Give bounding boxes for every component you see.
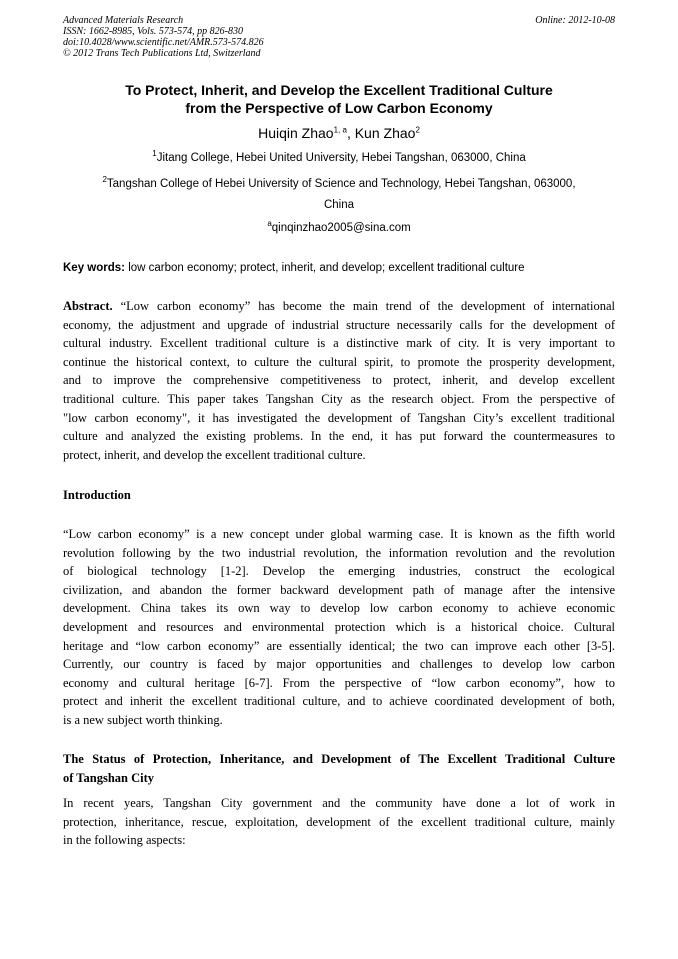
body-line: protection, inheritance, rescue, exploitation, development of the excellent traditional culture, mainly: [63, 814, 615, 829]
affiliation-1-mark: 1: [152, 149, 157, 159]
affiliation-2: [63, 174, 615, 216]
journal-name: Advanced Materials Research: [63, 15, 184, 26]
author-separator: ,: [346, 125, 355, 141]
abstract-line: “Low carbon economy” has become the main trend of the development of international: [112, 299, 615, 313]
abstract-line: and to improve the comprehensive competitiveness to protect, inherit, and develop excellent: [63, 373, 615, 388]
body-line: in the following aspects:: [63, 833, 186, 848]
doi-line: doi:10.4028/www.scientific.net/AMR.573-574.826: [63, 37, 264, 48]
author-1: Huiqin Zhao: [258, 125, 334, 141]
author-1-affiliation-mark: 1, a: [333, 125, 347, 135]
abstract-line: economy, the adjustment and upgrade of industrial structure necessarily calls for the development of: [63, 317, 615, 332]
body-line: development. China takes its own way to develop low carbon economy to achieve economic: [63, 601, 615, 616]
keywords: [63, 260, 615, 276]
body-line: revolution following by the two industrial revolution, the information revolution and the revolution: [63, 545, 615, 560]
affiliation-2-mark: 2: [102, 175, 107, 185]
heading-line: of Tangshan City: [63, 770, 155, 785]
author-2-affiliation-mark: 2: [415, 125, 420, 135]
journal-header: [63, 15, 615, 59]
affiliation-2-line-1: Tangshan College of Hebei University of Science and Technology, Hebei Tangshan, 063000,: [106, 178, 576, 190]
author-2: Kun Zhao: [354, 125, 416, 141]
online-date: Online: 2012-10-08: [535, 15, 615, 26]
body-line: protect and inherit the excellent traditional culture, and to achieve coordinated development of both,: [63, 694, 615, 709]
email-address: qinqinzhao2005@sina.com: [271, 222, 411, 234]
affiliation-1: [63, 148, 615, 169]
body-line: Currently, our country is faced by major opportunities and challenges to develop low carbon: [63, 657, 615, 672]
paper-title: [63, 81, 615, 117]
title-line-1: To Protect, Inherit, and Develop the Excellent Traditional Culture: [125, 82, 553, 98]
body-line: In recent years, Tangshan City government and the community have done a lot of work in: [63, 796, 615, 810]
author-email: [63, 218, 615, 239]
author-list: [63, 124, 615, 142]
keywords-text: low carbon economy; protect, inherit, and develop; excellent traditional culture: [125, 262, 525, 274]
abstract-line: protect, inherit, and develop the excellent traditional culture.: [63, 447, 366, 462]
introduction-body: [63, 525, 615, 730]
abstract-line: "low carbon economy", it has investigated the development of Tangshan City’s excellent traditional: [63, 410, 615, 425]
body-line: civilization, and abandon the former backward development path of manage after the intensive: [63, 582, 615, 597]
abstract-line: continue the historical context, to culture the cultural spirit, to promote the prosperity development,: [63, 354, 615, 369]
heading-line: The Status of Protection, Inheritance, and Development of The Excellent Traditional Culture: [63, 752, 615, 766]
body-line: is a new subject worth thinking.: [63, 712, 223, 727]
keywords-label: Key words:: [63, 262, 125, 274]
email-mark: a: [267, 219, 272, 229]
issn-line: ISSN: 1662-8985, Vols. 573-574, pp 826-830: [63, 26, 243, 37]
body-line: heritage and “low carbon economy” are essentially identical; the two can improve each other [3-5].: [63, 638, 615, 653]
body-line: of biological technology [1-2]. Develop the emerging industries, construct the ecological: [63, 564, 615, 579]
abstract-label: Abstract.: [63, 299, 113, 313]
body-line: “Low carbon economy” is a new concept under global warming case. It is known as the fifth world: [63, 527, 615, 541]
status-body: [63, 794, 615, 850]
abstract-line: cultural industry. Excellent traditional culture is a distinctive mark of city. It is very important to: [63, 336, 615, 351]
abstract-line: traditional culture. This paper takes Tangshan City as the research object. From the perspective of: [63, 391, 615, 406]
title-line-2: from the Perspective of Low Carbon Economy: [185, 100, 493, 116]
copyright-line: © 2012 Trans Tech Publications Ltd, Switzerland: [63, 48, 261, 59]
section-heading-status: [63, 750, 615, 787]
affiliation-2-line-2: China: [323, 199, 355, 211]
body-line: development and resources and environmental protection which is a historical choice. Cultural: [63, 619, 615, 634]
affiliation-1-text: Jitang College, Hebei United University, Hebei Tangshan, 063000, China: [156, 152, 526, 164]
abstract: [63, 297, 615, 464]
body-line: economy and cultural heritage [6-7]. From the perspective of “low carbon economy”, how to: [63, 675, 615, 690]
abstract-line: culture and analyzed the existing problems. In the end, it has put forward the countermeasures to: [63, 429, 615, 444]
section-heading-introduction: Introduction: [63, 488, 131, 502]
